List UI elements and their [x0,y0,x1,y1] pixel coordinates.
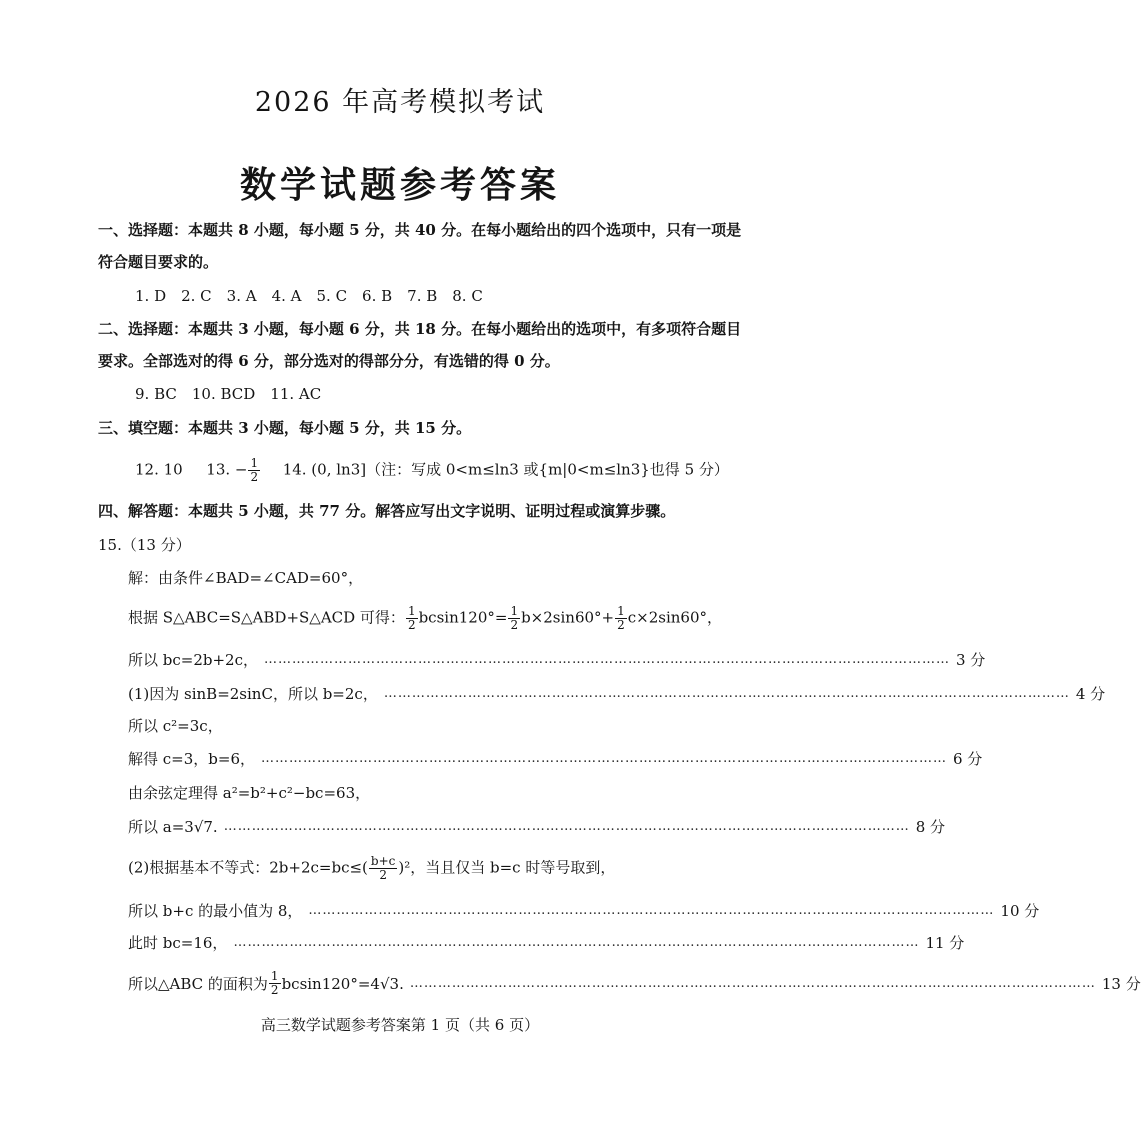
solution-line-2: 根据 S△ABC=S△ABD+S△ACD 可得： $\frac{1}{2}$ bcsin120°= $\frac{1}{2}$ b×2sin60°+ $\frac{1}{2}$ c×2sin60°， [128,604,723,632]
section1-answers: 1. D 2. C 3. A 4. A 5. C 6. B 7. B 8. C [135,287,483,305]
solution-line-7: 由余弦定理得 a²=b²+c²−bc=63， [128,784,371,802]
answer-13-label: 13. − [206,460,248,479]
section1-heading: 一、选择题：本题共 8 小题，每小题 5 分，共 40 分。在每小题给出的四个选项中，只有一项是 [98,221,742,239]
score: 6 分 [953,750,983,768]
dot-leader: ………………………………………………………………………………………………………………………………… [383,686,1070,701]
page-footer: 高三数学试题参考答案第 1 页（共 6 页） [260,1016,540,1034]
solution-line-6: 解得 c=3，b=6， ………………………………………………………………………………………………………………………………… 6 分 [128,750,983,768]
section3-heading: 三、填空题：本题共 3 小题，每小题 5 分，共 15 分。 [98,419,472,437]
solution-line-11: 此时 bc=16， ………………………………………………………………………………………………………………………………… 11 分 [128,934,965,952]
answer-12: 12. 10 [135,460,183,479]
section2-heading-cont: 要求。全部选对的得 6 分，部分选对的得部分分，有选错的得 0 分。 [98,352,560,370]
question-15-label: 15.（13 分） [98,536,191,554]
section3-answers [135,457,729,484]
solution-line-3: 所以 bc=2b+2c， ………………………………………………………………………………………………………………………………… 3 分 [128,651,986,669]
solution-line-13: 所以△ABC 的面积为 $\frac{1}{2}$ bcsin120°=4√3. ………………………………………………………………………………………………………………………………… 13 分 [128,969,1141,997]
solution-line-1: 解：由条件∠BAD=∠CAD=60°， [128,569,364,587]
solution-line-10: 所以 b+c 的最小值为 8， ………………………………………………………………………………………………………………………………… 10 分 [128,902,1040,920]
section4-heading: 四、解答题：本题共 5 小题，共 77 分。解答应写出文字说明、证明过程或演算步骤。 [98,502,676,520]
page-title: 数学试题参考答案 [239,164,560,206]
score: 10 分 [1000,902,1040,920]
dot-leader: ………………………………………………………………………………………………………………………………… [409,975,1096,991]
score: 13 分 [1101,974,1141,993]
answer-13-fraction: $\frac{1}{2}$ [250,456,259,484]
score: 3 分 [956,651,986,669]
score: 4 分 [1075,685,1106,703]
dot-leader: ………………………………………………………………………………………………………………………………… [261,751,947,766]
score: 8 分 [915,818,946,836]
dot-leader: ………………………………………………………………………………………………………………………………… [308,903,995,918]
dot-leader: ………………………………………………………………………………………………………………………………… [233,935,920,950]
solution-line-8: 所以 a=3√7. ………………………………………………………………………………………………………………………………… 8 分 [128,818,946,836]
dot-leader: ………………………………………………………………………………………………………………………………… [264,652,950,667]
exam-name: 2026 年高考模拟考试 [254,87,546,118]
dot-leader: ………………………………………………………………………………………………………………………………… [223,819,910,834]
solution-line-5: 所以 c²=3c， [128,717,223,735]
section2-heading: 二、选择题：本题共 3 小题，每小题 6 分，共 18 分。在每小题给出的选项中，有多项符合题目 [98,320,742,338]
solution-line-4: (1)因为 sinB=2sinC，所以 b=2c， ………………………………………………………………………………………………………………………………… 4 分 [128,685,1106,703]
score: 11 分 [925,934,965,952]
solution-line-9: (2)根据基本不等式：2b+2c=bc≤( $\frac{b+c}{2}$ )²，当且仅当 b=c 时等号取到， [128,854,616,882]
answer-14: 14. (0, ln3]（注：写成 0<m≤ln3 或{m|0<m≤ln3}也得 5 分） [282,460,729,479]
section1-heading-cont: 符合题目要求的。 [98,253,219,271]
section2-answers: 9. BC 10. BCD 11. AC [135,385,322,403]
